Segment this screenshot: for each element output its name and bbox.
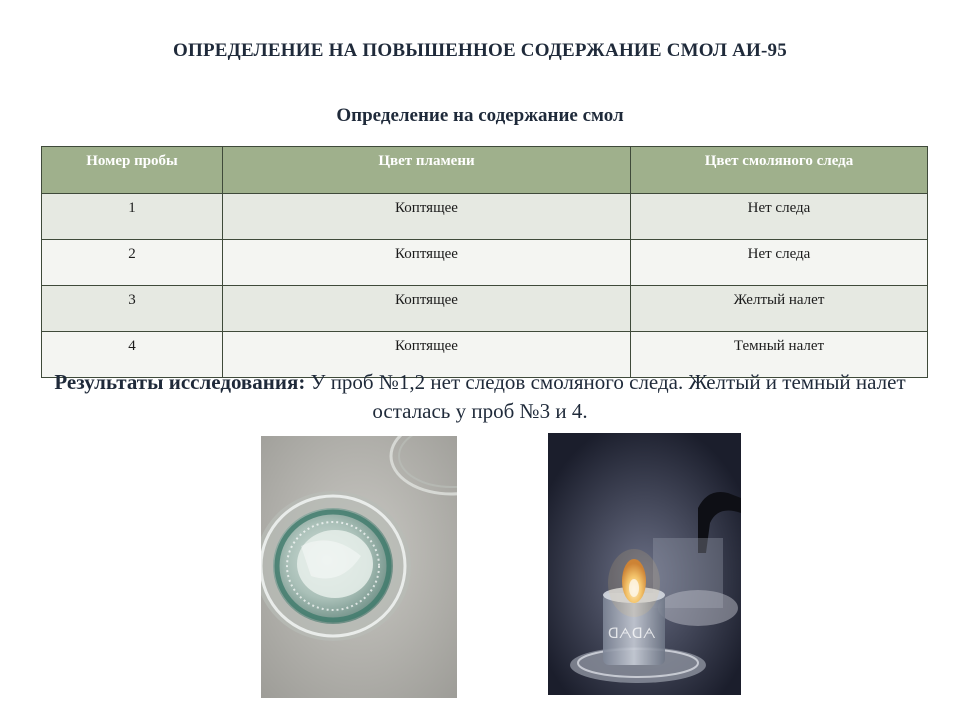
- cell-resin-trace: Темный налет: [631, 332, 928, 378]
- column-header-sample-number: Номер пробы: [42, 147, 223, 194]
- cell-resin-trace: Нет следа: [631, 194, 928, 240]
- column-header-flame-color: Цвет пламени: [223, 147, 631, 194]
- conclusion-text: [40, 368, 920, 426]
- cell-flame-color: Коптящее: [223, 194, 631, 240]
- burning-sample-image: [548, 433, 741, 695]
- table-header-row: [42, 147, 928, 194]
- cell-flame-color: Коптящее: [223, 332, 631, 378]
- jar-top-view-image: [261, 436, 457, 698]
- cell-sample-number: 3: [42, 286, 223, 332]
- svg-text:ᗡᗅᗡᗅ: ᗡᗅᗡᗅ: [608, 626, 656, 642]
- page-title: ОПРЕДЕЛЕНИЕ НА ПОВЫШЕННОЕ СОДЕРЖАНИЕ СМОЛ АИ-95: [173, 40, 787, 61]
- conclusion-body: У проб №1,2 нет следов смоляного следа. Желтый и темный налет осталась у проб №3 и 4.: [305, 370, 906, 423]
- column-header-resin-trace: Цвет смоляного следа: [631, 147, 928, 194]
- table-row: [42, 194, 928, 240]
- cell-flame-color: Коптящее: [223, 240, 631, 286]
- cell-sample-number: 4: [42, 332, 223, 378]
- photo-burning-sample: [548, 433, 741, 695]
- cell-resin-trace: Нет следа: [631, 240, 928, 286]
- conclusion-lead: Результаты исследования:: [54, 370, 306, 394]
- cell-resin-trace: Желтый налет: [631, 286, 928, 332]
- cell-sample-number: 1: [42, 194, 223, 240]
- cell-flame-color: Коптящее: [223, 286, 631, 332]
- table-title: Определение на содержание смол: [336, 105, 624, 126]
- cell-sample-number: 2: [42, 240, 223, 286]
- photo-jar-top-view: [261, 436, 457, 698]
- results-table: [41, 146, 928, 378]
- table-row: [42, 286, 928, 332]
- table-row: [42, 240, 928, 286]
